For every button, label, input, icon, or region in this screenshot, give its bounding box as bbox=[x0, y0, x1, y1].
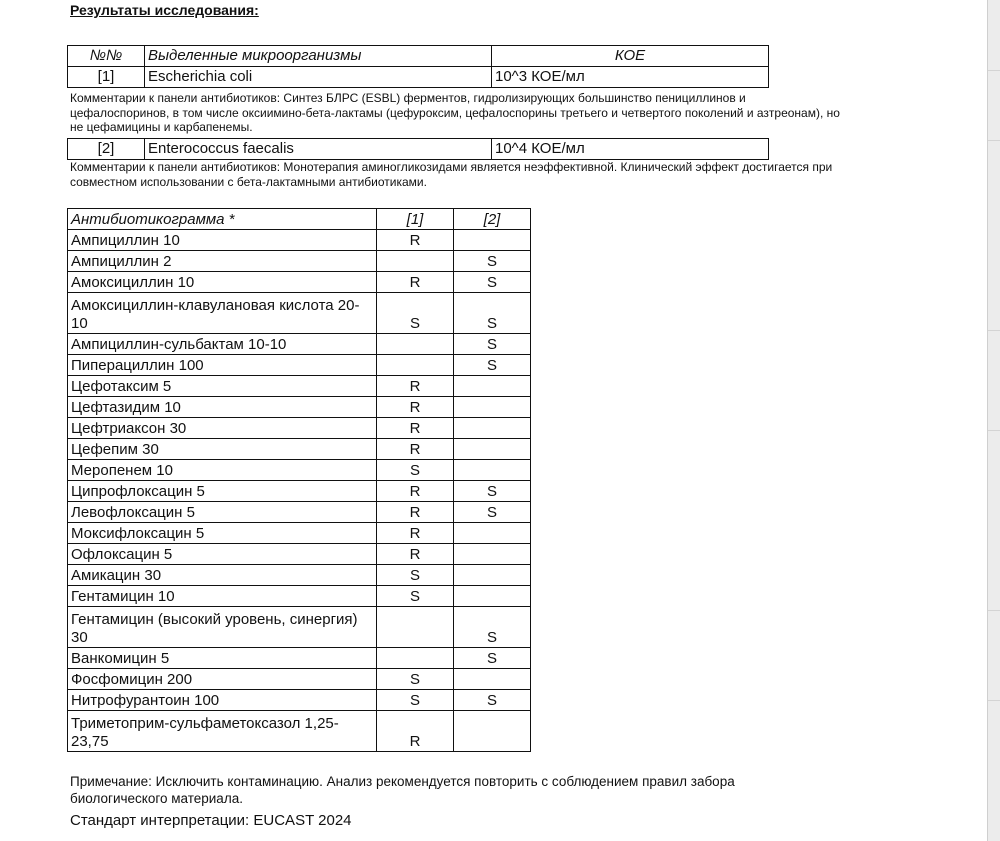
header-num: №№ bbox=[68, 46, 145, 67]
results-heading: Результаты исследования: bbox=[70, 2, 259, 18]
result-org-1: S bbox=[377, 586, 454, 607]
organism-row-1 bbox=[68, 67, 769, 88]
organism-cfu: 10^4 КОЕ/мл bbox=[492, 139, 769, 160]
result-org-1: S bbox=[377, 690, 454, 711]
result-org-1: R bbox=[377, 272, 454, 293]
antibiotic-name: Фосфомицин 200 bbox=[68, 669, 377, 690]
result-org-2 bbox=[454, 544, 531, 565]
result-org-1: R bbox=[377, 397, 454, 418]
organisms-table-row-2 bbox=[67, 138, 769, 160]
result-org-1: S bbox=[377, 460, 454, 481]
antibiotic-name: Моксифлоксацин 5 bbox=[68, 523, 377, 544]
result-org-2: S bbox=[454, 355, 531, 376]
antibiotic-name: Меропенем 10 bbox=[68, 460, 377, 481]
organisms-table-header bbox=[67, 45, 769, 88]
antibiotic-row bbox=[68, 607, 531, 648]
antibiotic-name: Ампициллин 2 bbox=[68, 251, 377, 272]
header-cfu: КОЕ bbox=[492, 46, 769, 67]
result-org-1 bbox=[377, 355, 454, 376]
antibiotic-name: Цефтазидим 10 bbox=[68, 397, 377, 418]
result-org-1 bbox=[377, 251, 454, 272]
antibiotic-name: Пиперациллин 100 bbox=[68, 355, 377, 376]
result-org-2: S bbox=[454, 251, 531, 272]
antibiotic-row bbox=[68, 355, 531, 376]
result-org-1 bbox=[377, 607, 454, 648]
antibiotic-row bbox=[68, 711, 531, 752]
result-org-1: R bbox=[377, 418, 454, 439]
antibiotic-name: Офлоксацин 5 bbox=[68, 544, 377, 565]
result-org-2: S bbox=[454, 648, 531, 669]
organism-row-2 bbox=[68, 139, 769, 160]
antibiotic-row bbox=[68, 251, 531, 272]
antibiotic-row bbox=[68, 502, 531, 523]
antibiogram-header-col2: [2] bbox=[454, 209, 531, 230]
note-text: Примечание: Исключить контаминацию. Анализ рекомендуется повторить с соблюдением правил забора биологического материала. bbox=[70, 774, 735, 806]
result-org-1: R bbox=[377, 502, 454, 523]
antibiotic-row bbox=[68, 460, 531, 481]
result-org-1: R bbox=[377, 523, 454, 544]
result-org-1: S bbox=[377, 293, 454, 334]
organism-2-comment: Комментарии к панели антибиотиков: Монотерапия аминогликозидами является неэффективной. Клинический эффект достигается при совместном использовании с бета-лактамными антибиотиками. bbox=[70, 160, 833, 189]
antibiotic-name: Ампициллин-сульбактам 10-10 bbox=[68, 334, 377, 355]
antibiogram-table bbox=[67, 208, 531, 752]
result-org-2: S bbox=[454, 293, 531, 334]
antibiotic-row bbox=[68, 230, 531, 251]
result-org-1: R bbox=[377, 439, 454, 460]
antibiotic-name: Амоксициллин-клавулановая кислота 20-10 bbox=[68, 293, 377, 334]
antibiotic-name: Амоксициллин 10 bbox=[68, 272, 377, 293]
result-org-2: S bbox=[454, 690, 531, 711]
antibiotic-name: Цефтриаксон 30 bbox=[68, 418, 377, 439]
antibiotic-name: Левофлоксацин 5 bbox=[68, 502, 377, 523]
result-org-1: S bbox=[377, 565, 454, 586]
antibiotic-row bbox=[68, 565, 531, 586]
antibiotic-row bbox=[68, 586, 531, 607]
result-org-1: R bbox=[377, 230, 454, 251]
antibiotic-row bbox=[68, 293, 531, 334]
organism-name: Enterococcus faecalis bbox=[145, 139, 492, 160]
antibiotic-row bbox=[68, 418, 531, 439]
result-org-2 bbox=[454, 376, 531, 397]
antibiotic-row bbox=[68, 648, 531, 669]
organism-num: [2] bbox=[68, 139, 145, 160]
result-org-2 bbox=[454, 586, 531, 607]
antibiotic-row bbox=[68, 544, 531, 565]
header-organism: Выделенные микроорганизмы bbox=[145, 46, 492, 67]
result-org-2 bbox=[454, 439, 531, 460]
antibiotic-row bbox=[68, 481, 531, 502]
organism-num: [1] bbox=[68, 67, 145, 88]
antibiotic-name: Амикацин 30 bbox=[68, 565, 377, 586]
antibiotic-row bbox=[68, 523, 531, 544]
antibiotic-row bbox=[68, 669, 531, 690]
antibiotic-name: Гентамицин (высокий уровень, синергия) 30 bbox=[68, 607, 377, 648]
organism-cfu: 10^3 КОЕ/мл bbox=[492, 67, 769, 88]
result-org-2: S bbox=[454, 502, 531, 523]
result-org-2: S bbox=[454, 607, 531, 648]
result-org-2 bbox=[454, 418, 531, 439]
antibiogram-header-col1: [1] bbox=[377, 209, 454, 230]
result-org-2: S bbox=[454, 481, 531, 502]
result-org-2 bbox=[454, 669, 531, 690]
result-org-2: S bbox=[454, 272, 531, 293]
result-org-2 bbox=[454, 460, 531, 481]
organism-name: Escherichia coli bbox=[145, 67, 492, 88]
interpretation-standard: Стандарт интерпретации: EUCAST 2024 bbox=[70, 812, 352, 829]
antibiotic-name: Нитрофурантоин 100 bbox=[68, 690, 377, 711]
result-org-2 bbox=[454, 523, 531, 544]
antibiotic-row bbox=[68, 690, 531, 711]
antibiogram-header-row bbox=[68, 209, 531, 230]
antibiotic-name: Ванкомицин 5 bbox=[68, 648, 377, 669]
antibiotic-row bbox=[68, 272, 531, 293]
result-org-1: R bbox=[377, 481, 454, 502]
antibiotic-name: Цефепим 30 bbox=[68, 439, 377, 460]
antibiotic-name: Ципрофлоксацин 5 bbox=[68, 481, 377, 502]
antibiotic-row bbox=[68, 376, 531, 397]
result-org-1: R bbox=[377, 544, 454, 565]
result-org-2: S bbox=[454, 334, 531, 355]
result-org-1: R bbox=[377, 376, 454, 397]
result-org-1 bbox=[377, 334, 454, 355]
result-org-2 bbox=[454, 565, 531, 586]
result-org-2 bbox=[454, 711, 531, 752]
antibiotic-row bbox=[68, 334, 531, 355]
result-org-1: S bbox=[377, 669, 454, 690]
organisms-header-row bbox=[68, 46, 769, 67]
page-edge bbox=[987, 0, 1000, 841]
antibiotic-name: Триметоприм-сульфаметоксазол 1,25-23,75 bbox=[68, 711, 377, 752]
organism-1-comment: Комментарии к панели антибиотиков: Синтез БЛРС (ESBL) ферментов, гидролизирующих большинство пенициллинов и цефалоспоринов, в том числе оксиимино-бета-лактамы (цефуроксим, цефалоспорины третьего и четвертого поколений и азтреонам), но не цефамицины и карбапенемы. bbox=[70, 91, 840, 134]
antibiotic-name: Цефотаксим 5 bbox=[68, 376, 377, 397]
antibiotic-row bbox=[68, 397, 531, 418]
result-org-1 bbox=[377, 648, 454, 669]
antibiotic-name: Ампициллин 10 bbox=[68, 230, 377, 251]
antibiotic-name: Гентамицин 10 bbox=[68, 586, 377, 607]
antibiotic-row bbox=[68, 439, 531, 460]
result-org-2 bbox=[454, 230, 531, 251]
result-org-1: R bbox=[377, 711, 454, 752]
result-org-2 bbox=[454, 397, 531, 418]
antibiogram-header-name: Антибиотикограмма * bbox=[68, 209, 377, 230]
